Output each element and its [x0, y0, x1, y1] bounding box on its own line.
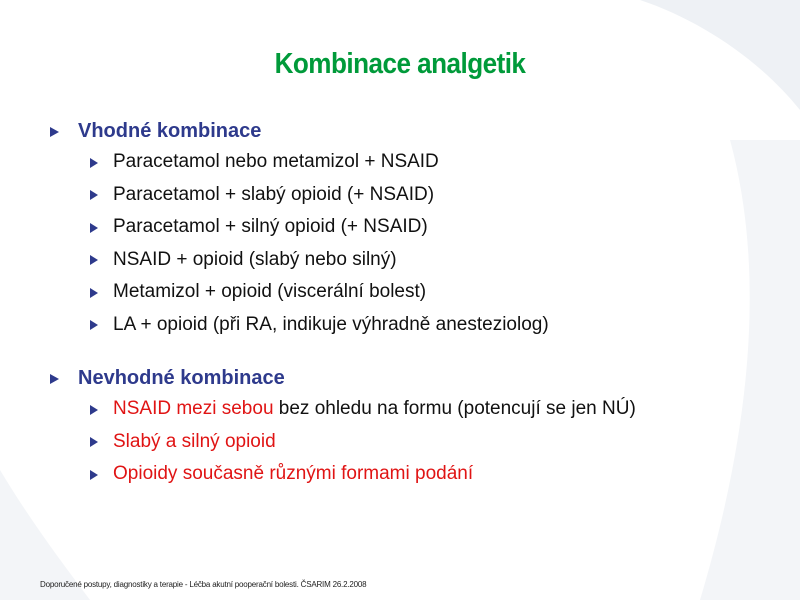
section-heading: Vhodné kombinace [78, 119, 262, 142]
section-unsuitable-combinations [50, 364, 636, 491]
bullet-arrow-icon [90, 190, 98, 200]
bullet-arrow-icon [50, 127, 59, 137]
bullet-arrow-icon [90, 255, 98, 265]
list-item-text: LA + opioid (při RA, indikuje výhradně anesteziolog) [113, 313, 549, 335]
list-item-text: Paracetamol + slabý opioid (+ NSAID) [113, 183, 435, 205]
bullet-arrow-icon [90, 437, 98, 447]
section-heading-row [50, 117, 549, 145]
bullet-arrow-icon [50, 374, 59, 384]
slide-footer: Doporučené postupy, diagnostiky a terapie - Léčba akutní pooperační bolesti. ČSARIM 26.2.2008 [40, 580, 367, 589]
list-item [90, 393, 636, 426]
section-suitable-combinations [50, 117, 549, 341]
list-item [90, 426, 636, 459]
section-heading: Nevhodné kombinace [78, 366, 285, 389]
bullet-arrow-icon [90, 320, 98, 330]
list-item-rest-text: bez ohledu na formu (potencují se jen NÚ) [273, 398, 636, 420]
bullet-arrow-icon [90, 223, 98, 233]
list-item [90, 244, 549, 277]
list-item [90, 211, 549, 244]
list-item-text: Paracetamol nebo metamizol + NSAID [113, 151, 439, 173]
list-item [90, 179, 549, 212]
list-item-text: Paracetamol + silný opioid (+ NSAID) [113, 216, 428, 238]
list-item [90, 309, 549, 342]
section-heading-row [50, 364, 636, 392]
list-item [90, 276, 549, 309]
list-item-text [113, 398, 636, 420]
list-item [90, 146, 549, 179]
list-item-text: NSAID + opioid (slabý nebo silný) [113, 248, 397, 270]
bullet-arrow-icon [90, 288, 98, 298]
unsuitable-combinations-list [90, 393, 636, 491]
list-item [90, 458, 636, 491]
warning-text: Opioidy současně různými formami podání [113, 463, 474, 485]
slide-title: Kombinace analgetik [274, 48, 526, 80]
list-item-text: Metamizol + opioid (viscerální bolest) [113, 281, 427, 303]
bullet-arrow-icon [90, 158, 98, 168]
suitable-combinations-list [90, 146, 549, 341]
bullet-arrow-icon [90, 405, 98, 415]
warning-text: NSAID mezi sebou [113, 398, 274, 420]
warning-text: Slabý a silný opioid [113, 430, 276, 452]
bullet-arrow-icon [90, 470, 98, 480]
